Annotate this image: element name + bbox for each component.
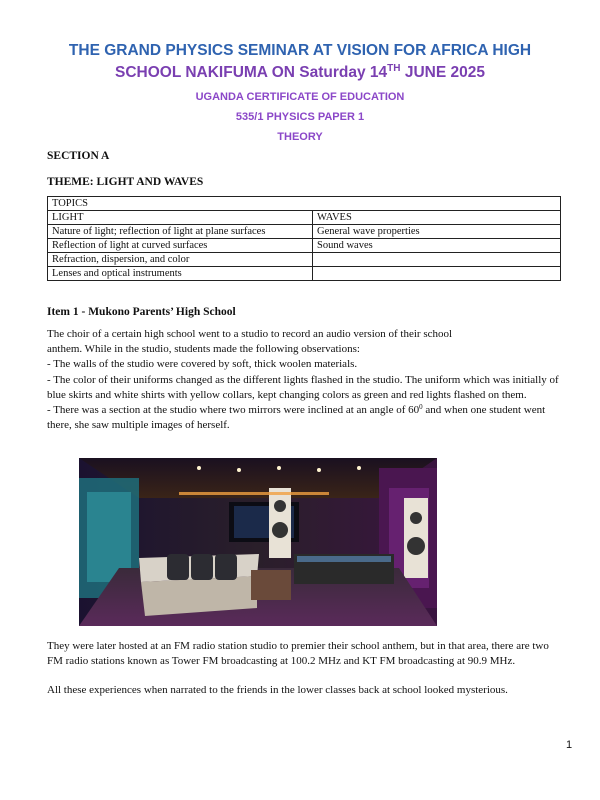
table-cell: Reflection of light at curved surfaces xyxy=(48,239,313,253)
exam-body-heading: UGANDA CERTIFICATE OF EDUCATION xyxy=(195,91,405,103)
column-header-light: LIGHT xyxy=(48,211,313,225)
table-caption: TOPICS xyxy=(48,197,561,211)
intro-line-1: The choir of a certain high school went to a studio to record an audio version of their school xyxy=(47,328,453,340)
observation-3 xyxy=(47,403,567,433)
theme-heading: THEME: LIGHT AND WAVES xyxy=(47,176,204,188)
table-cell xyxy=(313,253,561,267)
section-heading: SECTION A xyxy=(47,150,110,162)
table-cell xyxy=(313,267,561,281)
observation-1: - The walls of the studio were covered by soft, thick woolen materials. xyxy=(47,358,358,371)
table-row xyxy=(48,253,561,267)
table-caption-row xyxy=(48,197,561,211)
table-row xyxy=(48,267,561,281)
paper-code-heading: 535/1 PHYSICS PAPER 1 xyxy=(235,111,365,123)
item-scenario-text xyxy=(47,327,567,433)
topics-table xyxy=(47,196,561,281)
table-row xyxy=(48,239,561,253)
table-cell: Nature of light; reflection of light at plane surfaces xyxy=(48,225,313,239)
page-number: 1 xyxy=(566,739,573,751)
title-line-2-month-year: JUNE 2025 xyxy=(400,64,485,81)
observation-3-text: - There was a section at the studio where two mirrors were inclined at an angle of 60 xyxy=(47,404,420,417)
table-header-row xyxy=(48,211,561,225)
observation-3-rest: and when one student went there, she saw multiple images of herself. xyxy=(47,404,546,432)
observation-2: - The color of their uniforms changed as the different lights flashed in the studio. The uniform which was initially of blue skirts and white shirts with yellow collars, kept changing colors as green and red lights flashed on them. xyxy=(47,373,559,401)
table-cell: Sound waves xyxy=(313,239,561,253)
table-cell: Lenses and optical instruments xyxy=(48,267,313,281)
title-line-2-text: SCHOOL NAKIFUMA ON Saturday 14 xyxy=(115,64,388,81)
table-cell: Refraction, dispersion, and color xyxy=(48,253,313,267)
seminar-title-line-1: THE GRAND PHYSICS SEMINAR AT VISION FOR AFRICA HIGH xyxy=(68,42,532,59)
recording-studio-photo xyxy=(79,458,437,626)
closing-paragraph: All these experiences when narrated to the friends in the lower classes back at school looked mysterious. xyxy=(47,684,508,696)
radio-station-paragraph: They were later hosted at an FM radio station studio to premier their school anthem, but in that area, there are two FM radio stations known as Tower FM broadcasting at 100.2 MHz and KT FM broadcasting at 90.9 MHz. xyxy=(47,640,549,668)
column-header-waves: WAVES xyxy=(313,211,561,225)
degree-superscript: 0 xyxy=(419,403,423,412)
item-heading: Item 1 - Mukono Parents’ High School xyxy=(47,306,236,318)
intro-line-2: anthem. While in the studio, students made the following observations: xyxy=(47,343,360,356)
table-row xyxy=(48,225,561,239)
table-cell: General wave properties xyxy=(313,225,561,239)
theory-heading: THEORY xyxy=(277,131,323,143)
seminar-title-line-2 xyxy=(20,63,580,83)
date-ordinal-suffix: TH xyxy=(387,63,401,74)
